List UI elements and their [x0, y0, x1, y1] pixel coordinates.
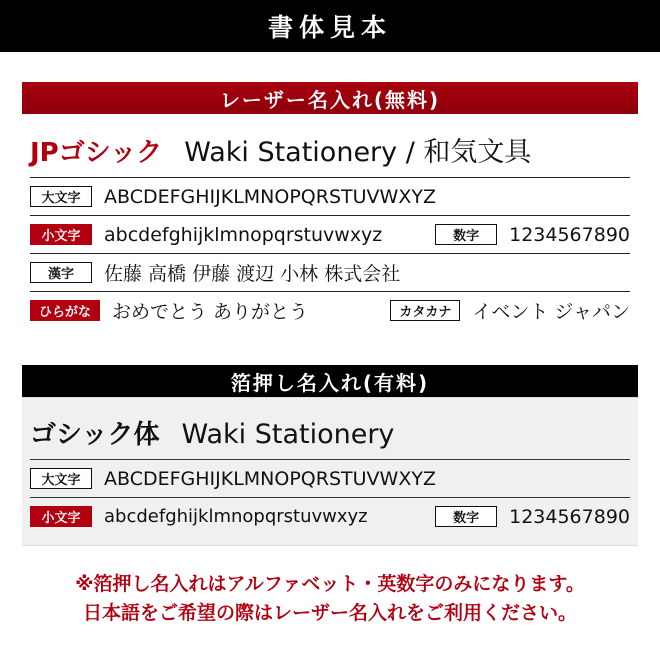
laser-sample-head: [22, 114, 638, 177]
laser-sample-text: Waki Stationery / 和気文具: [184, 137, 532, 168]
tag-kanji: 漢字: [30, 262, 92, 283]
footnote: [22, 546, 638, 627]
tag-lowercase: 小文字: [30, 506, 92, 527]
table-row: [30, 177, 630, 215]
table-row: [30, 215, 630, 253]
footnote-line-2: 日本語をご希望の際はレーザー名入れをご利用ください。: [82, 601, 577, 624]
table-row: [30, 291, 630, 329]
laser-sample-block: [22, 114, 638, 335]
page-title-bar: [0, 0, 660, 52]
foil-sample-text: Waki Stationery: [181, 419, 395, 450]
foil-font-name: ゴシック体: [30, 420, 160, 450]
table-row: [30, 459, 630, 497]
laser-section-banner-label: レーザー名入れ(無料): [219, 87, 441, 112]
laser-rows: [22, 177, 638, 335]
tag-numbers: 数字: [435, 224, 497, 245]
foil-rows: [22, 459, 638, 541]
table-row: [30, 253, 630, 291]
foil-section-banner: [22, 365, 638, 397]
tag-hiragana: ひらがな: [30, 300, 100, 321]
foil-section-banner-label: 箔押し名入れ(有料): [230, 370, 430, 395]
row-text-lowercase: abcdefghijklmnopqrstuvwxyz: [104, 223, 383, 246]
row-text-numbers: 1234567890: [509, 505, 630, 528]
foil-sample-block: [22, 397, 638, 546]
laser-section-banner-wrap: [0, 52, 660, 114]
foil-section-banner-wrap: [0, 335, 660, 397]
footnote-line-1: ※箔押し名入れはアルファベット・英数字のみになります。: [75, 573, 585, 595]
tag-katakana: カタカナ: [390, 300, 460, 321]
tag-uppercase: 大文字: [30, 468, 92, 489]
foil-sample-head: [22, 398, 638, 459]
laser-section-banner: [22, 82, 638, 114]
row-text-lowercase: abcdefghijklmnopqrstuvwxyz: [104, 506, 368, 527]
laser-font-name: JPゴシック: [30, 138, 163, 168]
row-text-uppercase: ABCDEFGHIJKLMNOPQRSTUVWXYZ: [104, 467, 436, 490]
page-title: 書体見本: [267, 13, 392, 42]
tag-uppercase: 大文字: [30, 186, 92, 207]
row-text-numbers: 1234567890: [509, 223, 630, 246]
row-text-kanji: 佐藤 高橋 伊藤 渡辺 小林 株式会社: [104, 263, 401, 285]
row-text-katakana: イベント ジャパン: [472, 301, 630, 323]
tag-lowercase: 小文字: [30, 224, 92, 245]
row-text-hiragana: おめでとう ありがとう: [112, 301, 309, 323]
row-text-uppercase: ABCDEFGHIJKLMNOPQRSTUVWXYZ: [104, 185, 436, 208]
table-row: [30, 497, 630, 535]
tag-numbers: 数字: [435, 506, 497, 527]
